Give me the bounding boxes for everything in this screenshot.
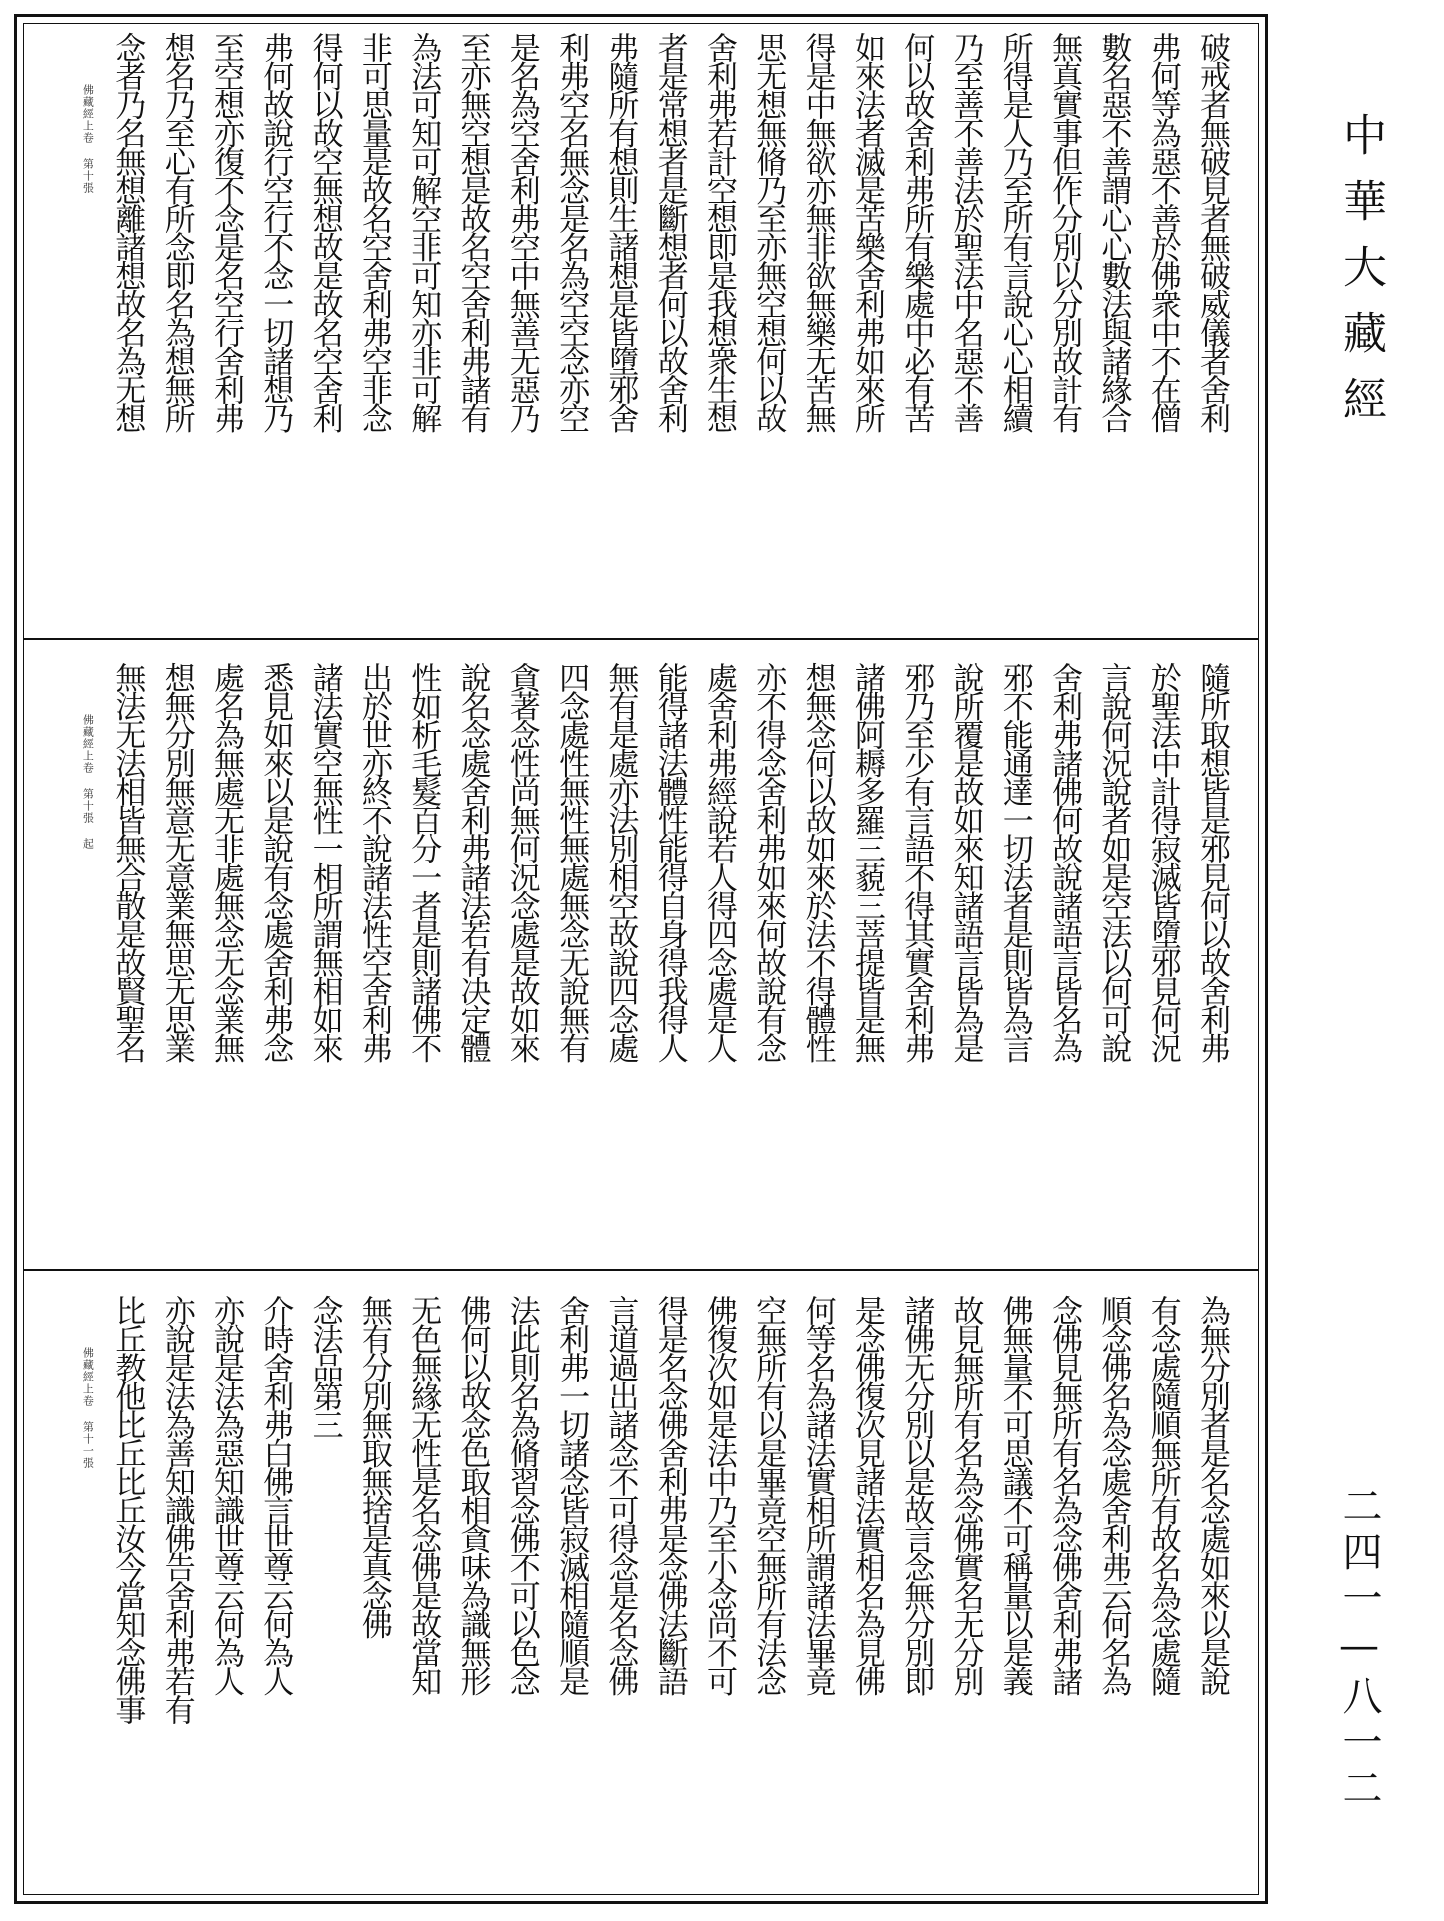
text-column: 所得是人乃至所有言說心心相續 — [996, 32, 1033, 431]
margin-note: 佛藏經上卷 第十張 — [81, 84, 95, 194]
text-column: 者是常想者是斷想者何以故舍利 — [651, 32, 688, 431]
text-column: 亦說是法為惡知識世尊云何為人 — [208, 1295, 244, 1694]
text-column: 比丘教他比丘比丘汝今當知念佛事 — [109, 1295, 146, 1723]
text-column: 為法可知可解空非可知亦非可解 — [405, 32, 442, 431]
text-column: 處名為無處无非處無念无念業無 — [208, 662, 244, 1061]
text-column: 乃至善不善法於聖法中名惡不善 — [947, 32, 984, 431]
text-column: 邪乃至少有言語不得其實舍利弗 — [898, 662, 935, 1061]
text-column: 言說何況說者如是空法以何可說 — [1095, 662, 1132, 1061]
margin-note: 佛藏經上卷 第十張 起 — [81, 714, 95, 850]
text-column: 舍利弗諸佛何故說諸語言皆名為 — [1046, 662, 1083, 1061]
text-column: 順念佛名為念處舍利弗云何名為 — [1095, 1295, 1132, 1694]
text-column: 邪不能通達一切法者是則皆為言 — [996, 662, 1033, 1061]
text-column: 四念處性無性無處無念无說無有 — [553, 662, 590, 1061]
text-column: 諸佛无分別以是故言念無分別即 — [898, 1295, 935, 1694]
text-column: 舍利弗若計空想即是我想衆生想 — [701, 32, 737, 431]
text-column: 利弗空名無念是名為空空念亦空 — [553, 32, 590, 431]
text-column: 得何以故空無想故是故名空舍利 — [306, 32, 343, 431]
margin-note: 佛藏經上卷 第十一張 — [81, 1347, 95, 1469]
text-column: 佛何以故念色取相貪味為識無形 — [454, 1295, 491, 1694]
text-column: 性如析毛髮百分一者是則諸佛不 — [405, 662, 442, 1061]
text-column: 數名惡不善謂心心數法與諸緣合 — [1095, 32, 1132, 431]
page-number: 二四一—八一二 — [1336, 1485, 1382, 1813]
text-column: 何以故舍利弗所有樂處中必有苦 — [898, 32, 935, 431]
register-divider — [24, 638, 1258, 640]
text-area — [23, 23, 1259, 1895]
text-column: 悉見如來以是說有念處舍利弗念 — [257, 662, 294, 1061]
text-column: 如來法者滅是苦樂舍利弗如來所 — [848, 32, 885, 431]
page-frame — [14, 14, 1268, 1904]
text-column: 无色無緣无性是名念佛是故當知 — [405, 1295, 442, 1694]
text-column: 貪著念性尚無何況念處是故如來 — [503, 662, 540, 1061]
text-column: 佛無量不可思議不可稱量以是義 — [996, 1295, 1033, 1694]
text-column: 言道過出諸念不可得念是名念佛 — [602, 1295, 639, 1694]
text-column: 弗何等為惡不善於佛衆中不在僧 — [1144, 32, 1181, 431]
text-column: 想名乃至心有所念即名為想無所 — [158, 32, 195, 431]
text-column: 隨所取想皆是邪見何以故舍利弗 — [1194, 662, 1230, 1061]
text-column: 舍利弗一切諸念皆寂滅相隨順是 — [553, 1295, 590, 1694]
text-column: 是名為空舍利弗空中無善无惡乃 — [503, 32, 540, 431]
text-column: 亦說是法為善知識佛告舍利弗若有 — [158, 1295, 195, 1723]
register-divider — [24, 1269, 1258, 1271]
text-column: 無法无法相皆無合散是故賢聖名 — [109, 662, 146, 1061]
text-column: 想無分別無意无意業無思无思業 — [158, 662, 195, 1061]
text-column: 有念處隨順無所有故名為念處隨 — [1144, 1295, 1181, 1694]
text-column: 無真實事但作分別以分別故計有 — [1046, 32, 1083, 431]
text-column: 法此則名為脩習念佛不可以色念 — [503, 1295, 540, 1694]
text-column: 非可思量是故名空舍利弗空非念 — [355, 32, 392, 431]
text-column: 說名念處舍利弗諸法若有决定體 — [454, 662, 491, 1061]
text-column: 弗隨所有想則生諸想是皆墮邪舍 — [602, 32, 639, 431]
text-column: 能得諸法體性能得自身得我得人 — [651, 662, 688, 1061]
text-column: 念法品第三 — [306, 1295, 343, 1438]
text-column: 念佛見無所有名為念佛舍利弗諸 — [1046, 1295, 1083, 1694]
collection-title: 中華大藏經 — [1335, 112, 1386, 442]
text-column: 何等名為諸法實相所謂諸法畢竟 — [799, 1295, 836, 1694]
text-column: 得是名念佛舍利弗是念佛法斷語 — [651, 1295, 688, 1694]
text-column: 念者乃名無想離諸想故名為无想 — [109, 32, 146, 431]
text-column: 亦不得念舍利弗如來何故說有念 — [750, 662, 787, 1061]
text-column: 至空想亦復不念是名空行舍利弗 — [208, 32, 244, 431]
text-column: 思无想無脩乃至亦無空想何以故 — [750, 32, 787, 431]
text-column: 得是中無欲亦無非欲無樂无苦無 — [799, 32, 836, 431]
register-bottom — [24, 1287, 1258, 1865]
text-column: 空無所有以是畢竟空無所有法念 — [750, 1295, 787, 1694]
text-column: 故見無所有名為念佛實名无分別 — [947, 1295, 984, 1694]
register-middle — [24, 654, 1258, 1232]
text-column: 處舍利弗經說若人得四念處是人 — [701, 662, 737, 1061]
text-column: 出於世亦終不說諸法性空舍利弗 — [355, 662, 392, 1061]
text-column: 於聖法中計得寂滅皆墮邪見何況 — [1144, 662, 1181, 1061]
text-column: 諸佛阿耨多羅三藐三菩提皆是無 — [848, 662, 885, 1061]
text-column: 佛復次如是法中乃至小念尚不可 — [701, 1295, 737, 1694]
text-column: 至亦無空想是故名空舍利弗諸有 — [454, 32, 491, 431]
text-column: 說所覆是故如來知諸語言皆為是 — [947, 662, 984, 1061]
text-column: 破戒者無破見者無破威儀者舍利 — [1194, 32, 1230, 431]
text-column: 是念佛復次見諸法實相名為見佛 — [848, 1295, 885, 1694]
register-top — [24, 24, 1258, 602]
text-column: 想無念何以故如來於法不得體性 — [799, 662, 836, 1061]
text-column: 為無分別者是名念處如來以是說 — [1194, 1295, 1230, 1694]
text-column: 諸法實空無性一相所謂無相如來 — [306, 662, 343, 1061]
text-column: 無有分別無取無捨是真念佛 — [355, 1295, 392, 1637]
text-column: 弗何故說行空行不念一切諸想乃 — [257, 32, 294, 431]
text-column: 無有是處亦法別相空故說四念處 — [602, 662, 639, 1061]
text-column: 介時舍利弗白佛言世尊云何為人 — [257, 1295, 294, 1694]
